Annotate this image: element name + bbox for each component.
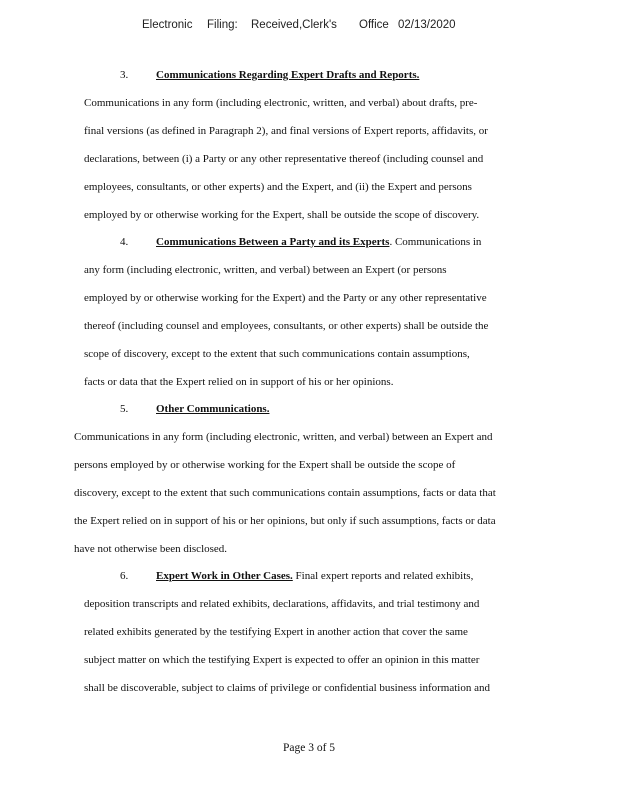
section-6-heading: Expert Work in Other Cases. bbox=[156, 570, 293, 582]
section-4-number: 4. bbox=[120, 236, 129, 248]
section-3-line: Communications in any form (including electronic, written, and verbal) about drafts, pre- bbox=[84, 97, 478, 109]
section-4-line: thereof (including counsel and employees, consultants, or other experts) shall be outside the bbox=[84, 320, 489, 332]
header-filing: Filing: bbox=[207, 19, 238, 31]
section-4-heading-line bbox=[156, 235, 481, 249]
section-4-line: employed by or otherwise working for the Expert) and the Party or any other representative bbox=[84, 292, 487, 304]
section-6-line: related exhibits generated by the testifying Expert in another action that cover the same bbox=[84, 626, 468, 638]
section-5-line: the Expert relied on in support of his or her opinions, but only if such assumptions, facts or data bbox=[74, 515, 496, 527]
section-5-number: 5. bbox=[120, 403, 129, 415]
section-3-line: declarations, between (i) a Party or any other representative thereof (including counsel and bbox=[84, 153, 484, 165]
header-date: 02/13/2020 bbox=[398, 19, 456, 31]
section-3-line: employed by or otherwise working for the Expert, shall be outside the scope of discovery. bbox=[84, 209, 480, 221]
section-4-line: scope of discovery, except to the extent that such communications contain assumptions, bbox=[84, 348, 470, 360]
page-number: Page 3 of 5 bbox=[282, 742, 336, 754]
section-6-line: shall be discoverable, subject to claims of privilege or confidential business information and bbox=[84, 682, 490, 694]
section-3-heading: Communications Regarding Expert Drafts and Reports. bbox=[156, 69, 420, 81]
header-electronic: Electronic bbox=[142, 19, 193, 31]
section-4-line: facts or data that the Expert relied on in support of his or her opinions. bbox=[84, 376, 394, 388]
header-received: Received,Clerk's bbox=[251, 19, 337, 31]
section-5-line: Communications in any form (including electronic, written, and verbal) between an Expert and bbox=[74, 431, 493, 443]
section-6-heading-line bbox=[156, 569, 473, 583]
section-6-heading-tail: Final expert reports and related exhibits, bbox=[292, 570, 474, 582]
section-3-number: 3. bbox=[120, 69, 129, 81]
section-4-heading: Communications Between a Party and its Experts bbox=[156, 236, 390, 248]
section-4-line: any form (including electronic, written, and verbal) between an Expert (or persons bbox=[84, 264, 447, 276]
section-5-heading: Other Communications. bbox=[156, 403, 270, 415]
section-4-heading-tail: . Communications in bbox=[389, 236, 482, 248]
section-5-line: persons employed by or otherwise working for the Expert shall be outside the scope of bbox=[74, 459, 456, 471]
section-6-line: deposition transcripts and related exhibits, declarations, affidavits, and trial testimony and bbox=[84, 598, 480, 610]
section-3-line: employees, consultants, or other experts) and the Expert, and (ii) the Expert and persons bbox=[84, 181, 472, 193]
header-office: Office bbox=[359, 19, 389, 31]
section-3-line: final versions (as defined in Paragraph 2), and final versions of Expert reports, affidavits, or bbox=[84, 125, 488, 137]
section-5-line: discovery, except to the extent that such communications contain assumptions, facts or data that bbox=[74, 487, 496, 499]
section-6-line: subject matter on which the testifying Expert is expected to offer an opinion in this matter bbox=[84, 654, 480, 666]
section-6-number: 6. bbox=[120, 570, 129, 582]
section-5-line: have not otherwise been disclosed. bbox=[74, 543, 228, 555]
